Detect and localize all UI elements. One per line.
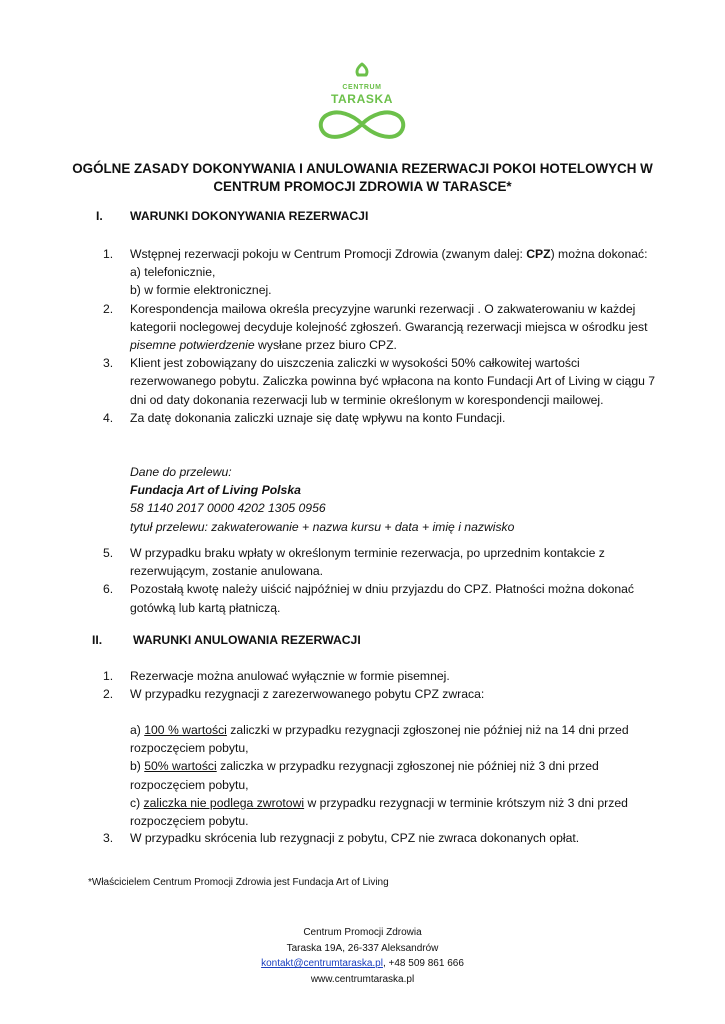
title-line-2: CENTRUM PROMOCJI ZDROWIA W TARASCE* — [213, 179, 512, 194]
transfer-label: Dane do przelewu: — [130, 465, 232, 479]
section1-list — [103, 245, 663, 427]
section-number: II. — [92, 633, 103, 647]
footer-phone: , +48 509 861 666 — [382, 958, 464, 969]
infinity-icon — [314, 60, 410, 140]
refund-condition: c) zaliczka nie podlega zwrotowi w przypadku rezygnacji w terminie krótszym niż 3 dni przed rozpoczęciem pobytu. — [130, 795, 628, 829]
page-title — [70, 160, 655, 196]
logo-line1: CENTRUM — [342, 84, 382, 91]
list-item: 6. Pozostałą kwotę należy uiścić najpóźniej w dniu przyjazdu do CPZ. Płatności można dokonać gotówką lub kartą płatniczą. — [103, 582, 635, 615]
list-item: 4. Za datę dokonania zaliczki uznaje się datę wpływu na konto Fundacji. — [103, 410, 506, 425]
footer — [0, 925, 725, 987]
footer-company: Centrum Promocji Zdrowia — [303, 927, 422, 938]
transfer-recipient: Fundacja Art of Living Polska — [130, 483, 301, 498]
email-link[interactable]: kontakt@centrumtaraska.pl — [261, 958, 383, 969]
list-item: 1. Wstępnej rezerwacji pokoju w Centrum Promocji Zdrowia (zwanym dalej: CPZ) można dokonać: a) telefonicznie, b) w formie elektronicznej. — [103, 247, 648, 298]
logo-line2: TARASKA — [331, 92, 393, 106]
refund-condition: b) 50% wartości zaliczka w przypadku rezygnacji zgłoszonej nie później niż 3 dni przed rozpoczęciem pobytu, — [130, 759, 599, 792]
section-title: WARUNKI ANULOWANIA REZERWACJI — [133, 633, 361, 647]
list-item: 5. W przypadku braku wpłaty w określonym terminie rezerwacja, po uprzednim kontakcie z rezerwującym, zostanie anulowana. — [103, 546, 605, 579]
section2-list-continued — [103, 829, 663, 847]
section2-list — [103, 667, 663, 703]
footer-address: Taraska 19A, 26-337 Aleksandrów — [286, 942, 439, 954]
list-item: 2. W przypadku rezygnacji z zarezerwowanego pobytu CPZ zwraca: — [103, 687, 485, 702]
transfer-title: tytuł przelewu: zakwaterowanie + nazwa kursu + data + imię i nazwisko — [130, 519, 515, 534]
section-heading-1 — [96, 209, 369, 223]
footer-contact — [0, 956, 725, 972]
title-line-1: OGÓLNE ZASADY DOKONYWANIA I ANULOWANIA REZERWACJI POKOI HOTELOWYCH W — [72, 161, 653, 176]
list-item: 3. W przypadku skrócenia lub rezygnacji z pobytu, CPZ nie zwraca dokonanych opłat. — [103, 831, 580, 845]
section1-list-continued — [103, 544, 663, 617]
section-title: WARUNKI DOKONYWANIA REZERWACJI — [130, 209, 369, 223]
transfer-details — [130, 463, 650, 536]
refund-conditions — [103, 721, 663, 830]
list-item: 1. Rezerwacje można anulować wyłącznie w formie pisemnej. — [103, 669, 450, 683]
refund-condition: a) 100 % wartości zaliczki w przypadku rezygnacji zgłoszonej nie później niż na 14 dni przed rozpoczęciem pobytu, — [130, 723, 629, 756]
transfer-account: 58 1140 2017 0000 4202 1305 0956 — [130, 501, 326, 516]
section-number: I. — [96, 209, 103, 223]
footnote: *Właścicielem Centrum Promocji Zdrowia jest Fundacja Art of Living — [88, 877, 389, 888]
section-heading-2 — [92, 633, 361, 647]
list-item: 3. Klient jest zobowiązany do uiszczenia zaliczki w wysokości 50% całkowitej wartości rezerwowanego pobytu. Zaliczka powinna być wpłacona na konto Fundacji Art of Living w ciągu 7 dni od daty dokonania rezerwacji lub w terminie określonym w korespondencji mailowej. — [103, 356, 656, 407]
logo — [314, 60, 410, 140]
footer-website[interactable]: www.centrumtaraska.pl — [310, 973, 415, 985]
list-item: 2. Korespondencja mailowa określa precyzyjne warunki rezerwacji . O zakwaterowaniu w każdej kategorii noclegowej decyduje kolejność zgłoszeń. Gwarancją rezerwacji miejsca w ośrodku jest pisemne potwierdzenie wysłane przez biuro CPZ. — [103, 301, 648, 353]
